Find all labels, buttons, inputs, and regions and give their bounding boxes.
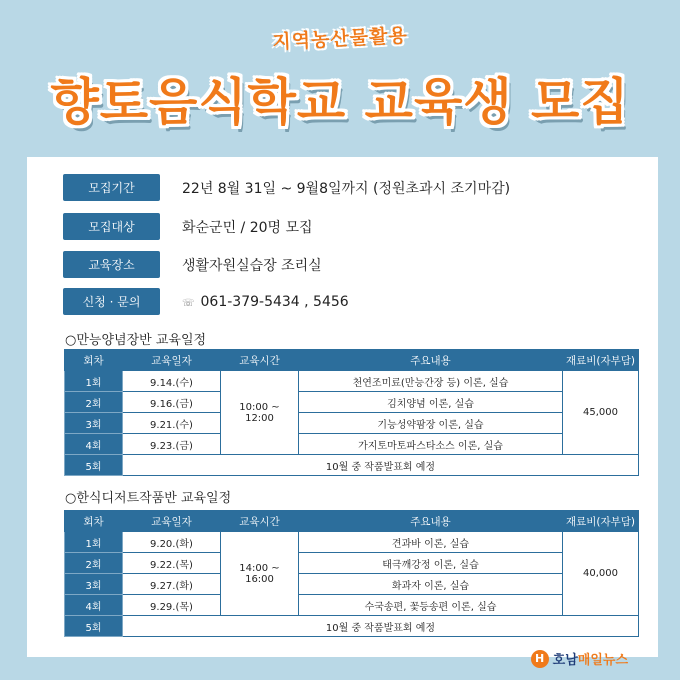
date-cell: 9.20.(화) — [123, 532, 221, 553]
column-header: 교육시간 — [221, 511, 299, 532]
info-value — [182, 294, 349, 310]
info-value: 화순군민 / 20명 모집 — [182, 219, 313, 236]
round-cell: 5회 — [65, 616, 123, 637]
info-label: 모집대상 — [63, 213, 160, 240]
column-header: 재료비(자부담) — [563, 350, 639, 371]
round-cell: 5회 — [65, 455, 123, 476]
table-row — [65, 392, 639, 413]
info-value: 22년 8월 31일 ~ 9월8일까지 (정원초과시 조기마감) — [182, 180, 511, 197]
page-title: 향토음식학교 교육생 모집 — [50, 73, 630, 131]
section-title: ○한식디저트작품반 교육일정 — [65, 491, 232, 506]
cost-cell: 45,000 — [563, 371, 639, 455]
content-card — [27, 157, 658, 657]
table-header-row — [65, 511, 639, 532]
date-cell: 9.23.(금) — [123, 434, 221, 455]
table-row — [65, 616, 639, 637]
date-cell: 9.27.(화) — [123, 574, 221, 595]
round-cell: 4회 — [65, 434, 123, 455]
date-cell: 9.22.(목) — [123, 553, 221, 574]
column-header: 회차 — [65, 511, 123, 532]
column-header: 교육시간 — [221, 350, 299, 371]
round-cell: 4회 — [65, 595, 123, 616]
content-cell: 10월 중 작품발표회 예정 — [123, 616, 639, 637]
schedule-table-1 — [64, 349, 639, 476]
info-label: 모집기간 — [63, 174, 160, 201]
date-cell: 9.16.(금) — [123, 392, 221, 413]
time-cell: 14:00 ~ 16:00 — [221, 532, 299, 616]
column-header: 교육일자 — [123, 511, 221, 532]
column-header: 주요내용 — [299, 511, 563, 532]
round-cell: 2회 — [65, 553, 123, 574]
table-row — [65, 413, 639, 434]
table-row — [65, 455, 639, 476]
table-row — [65, 434, 639, 455]
content-cell: 천연조미료(만능간장 등) 이론, 실습 — [299, 371, 563, 392]
info-label: 신청 · 문의 — [63, 288, 160, 315]
table-row — [65, 574, 639, 595]
info-row-contact — [63, 288, 349, 315]
column-header: 교육일자 — [123, 350, 221, 371]
table-row — [65, 553, 639, 574]
round-cell: 3회 — [65, 574, 123, 595]
date-cell: 9.21.(수) — [123, 413, 221, 434]
content-cell: 가지토마토파스타소스 이론, 실습 — [299, 434, 563, 455]
content-cell: 태극깨강정 이론, 실습 — [299, 553, 563, 574]
content-cell: 화과자 이론, 실습 — [299, 574, 563, 595]
info-row-period — [63, 174, 510, 201]
info-value: 생활자원실습장 조리실 — [182, 257, 322, 274]
phone-icon: ☏ — [182, 297, 195, 309]
table-header-row — [65, 350, 639, 371]
date-cell: 9.14.(수) — [123, 371, 221, 392]
round-cell: 1회 — [65, 371, 123, 392]
logo-text-part2: 매일뉴스 — [577, 653, 628, 668]
content-cell: 10월 중 작품발표회 예정 — [123, 455, 639, 476]
table-row — [65, 595, 639, 616]
table-row — [65, 371, 639, 392]
round-cell: 2회 — [65, 392, 123, 413]
content-cell: 견과바 이론, 실습 — [299, 532, 563, 553]
info-row-location — [63, 251, 322, 278]
publisher-logo — [531, 649, 628, 668]
column-header: 재료비(자부담) — [563, 511, 639, 532]
logo-mark-icon: H — [531, 650, 549, 668]
table-row — [65, 532, 639, 553]
logo-text-part1: 호남 — [552, 653, 578, 668]
subtitle: 지역농산물활용 — [271, 24, 409, 54]
phone-number: 061-379-5434 , 5456 — [200, 293, 349, 310]
round-cell: 1회 — [65, 532, 123, 553]
info-label: 교육장소 — [63, 251, 160, 278]
time-cell: 10:00 ~ 12:00 — [221, 371, 299, 455]
column-header: 회차 — [65, 350, 123, 371]
content-cell: 수국송편, 꽃등송편 이론, 실습 — [299, 595, 563, 616]
content-cell: 김치양념 이론, 실습 — [299, 392, 563, 413]
info-row-target — [63, 213, 313, 240]
cost-cell: 40,000 — [563, 532, 639, 616]
column-header: 주요내용 — [299, 350, 563, 371]
section-title: ○만능양념장반 교육일정 — [65, 333, 207, 348]
schedule-table-2 — [64, 510, 639, 637]
content-cell: 기능성약팜장 이론, 실습 — [299, 413, 563, 434]
round-cell: 3회 — [65, 413, 123, 434]
date-cell: 9.29.(목) — [123, 595, 221, 616]
